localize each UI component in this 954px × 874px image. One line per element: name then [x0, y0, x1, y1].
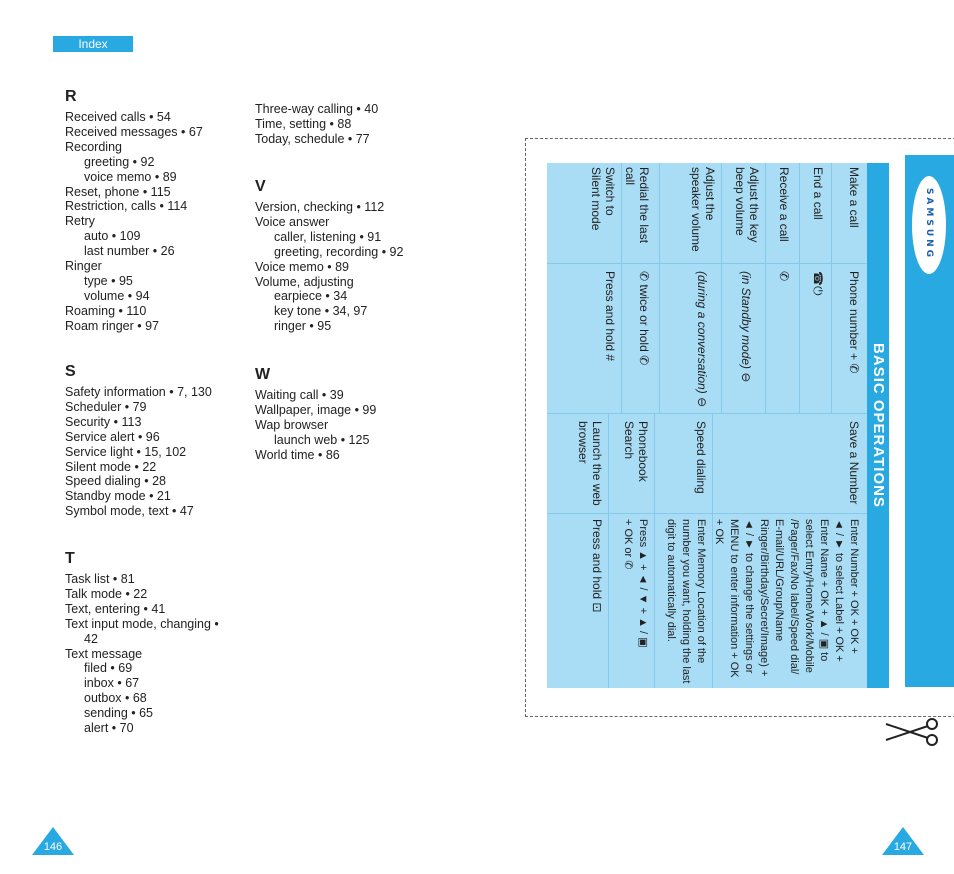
- row-action-text: Press and hold: [590, 519, 604, 600]
- index-subentry: 42: [84, 631, 98, 646]
- row-label-line: browser: [576, 421, 590, 464]
- row-label-line: Adjust the: [703, 167, 717, 221]
- index-column-1-t: [65, 550, 219, 736]
- index-entry: World time • 86: [255, 447, 340, 462]
- index-subentry: greeting • 92: [84, 154, 155, 169]
- row-label: End a call: [811, 167, 825, 220]
- index-section-s: [65, 363, 212, 519]
- index-entry: Wallpaper, image • 99: [255, 402, 377, 417]
- row-label-line: Adjust the key: [747, 167, 761, 243]
- index-subentry: auto • 109: [84, 229, 141, 244]
- index-entry: Received messages • 67: [65, 124, 203, 139]
- row-divider: [654, 413, 655, 688]
- index-subentry: last number • 26: [84, 244, 175, 259]
- row-action-text: Press and hold: [603, 271, 617, 352]
- row-action-text: twice or hold: [637, 284, 651, 352]
- index-entry: Reset, phone • 115: [65, 184, 171, 199]
- row-label-line: Silent mode: [589, 167, 603, 231]
- index-entry: Roaming • 110: [65, 303, 147, 318]
- index-section-w: [255, 366, 376, 463]
- index-entry: Scheduler • 79: [65, 399, 147, 414]
- index-entry: Security • 113: [65, 414, 142, 429]
- index-entry: Wap browser: [255, 417, 329, 432]
- row-action-text: (in Standby mode): [739, 271, 753, 370]
- index-subentry: earpiece • 34: [274, 289, 348, 304]
- row-speed-dialing: [656, 163, 712, 688]
- action-line: [620, 519, 635, 687]
- index-column-2-v: [255, 178, 403, 334]
- index-subentry: voice memo • 89: [84, 169, 177, 184]
- index-entry: Restriction, calls • 114: [65, 199, 188, 214]
- action-line: number you want, holding the last: [680, 519, 692, 684]
- action-line: Press ▲ + ◄ / ▼ + ▲ / ▣: [637, 519, 649, 648]
- index-entry: Three-way calling • 40: [255, 102, 379, 116]
- index-entry: Safety information • 7, 130: [65, 385, 212, 399]
- index-subentry: type • 95: [84, 273, 133, 288]
- row-launch-web: [558, 163, 608, 688]
- action-line: Enter Memory Location of the: [695, 519, 707, 664]
- index-section-v: [255, 178, 403, 334]
- index-subentry: alert • 70: [84, 721, 134, 736]
- index-entry: Text input mode, changing •: [65, 616, 219, 631]
- index-subentry: key tone • 34, 97: [274, 304, 368, 319]
- action-line: ◄ / ► to select Label + OK +: [833, 519, 845, 662]
- action-line: select Entry/Home/Work/Mobile: [803, 519, 815, 673]
- index-entry: Time, setting • 88: [255, 116, 352, 131]
- row-divider: [608, 413, 609, 688]
- send-key-icon: ✆: [637, 271, 651, 282]
- index-column-1-s: [65, 363, 212, 519]
- action-line: Ringer/Birthday/Secret/Image) +: [758, 519, 770, 677]
- action-text: + OK or: [622, 519, 634, 558]
- index-tab: Index: [53, 36, 133, 52]
- page-number-right: [882, 827, 924, 855]
- row-label: Redial the last call: [623, 167, 651, 244]
- index-subentry: launch web • 125: [274, 432, 370, 447]
- index-entry: Today, schedule • 77: [255, 131, 370, 146]
- index-entry: Version, checking • 112: [255, 200, 385, 214]
- row-label: Save a Number: [847, 421, 861, 505]
- index-subentry: greeting, recording • 92: [274, 244, 404, 259]
- index-subentry: filed • 69: [84, 661, 133, 676]
- action-line: MENU to enter information + OK + OK: [713, 519, 740, 678]
- row-label: [554, 421, 604, 511]
- index-entry: Roam ringer • 97: [65, 318, 160, 333]
- card-title: BASIC OPERATIONS: [867, 163, 889, 688]
- index-entry: Volume, adjusting: [255, 274, 354, 289]
- index-subentry: volume • 94: [84, 288, 150, 303]
- scissors-icon: [884, 716, 940, 748]
- index-entry: Text, entering • 41: [65, 601, 166, 616]
- index-entry: Service light • 15, 102: [65, 444, 187, 459]
- samsung-logo-text: SAMSUNG: [924, 187, 934, 261]
- section-letter: T: [65, 550, 75, 567]
- send-key-icon: ✆: [637, 355, 651, 366]
- index-subentry: outbox • 68: [84, 691, 147, 706]
- index-entry: Talk mode • 22: [65, 586, 148, 601]
- action-line: ◄ / ► to change the settings or: [743, 519, 755, 674]
- action-line: /Pager/Fax/No label/Speed dial/: [788, 519, 800, 675]
- page-number-text: 147: [893, 841, 913, 853]
- volume-key-icon: ⊖: [695, 397, 709, 408]
- row-action-text: (during a conversation): [695, 271, 709, 394]
- row-action: [606, 519, 650, 687]
- row-label-line: Search: [622, 421, 636, 460]
- index-entry: Received calls • 54: [65, 110, 171, 124]
- card-content-rotated: [547, 163, 889, 688]
- index-subentry: sending • 65: [84, 706, 154, 721]
- section-letter: R: [65, 88, 77, 105]
- index-subentry: caller, listening • 91: [274, 229, 382, 244]
- action-line: Enter Number + OK + OK +: [848, 519, 860, 654]
- page-number-text: 146: [43, 841, 63, 853]
- send-key-icon: ✆: [622, 560, 634, 570]
- row-label: Receive a call: [777, 167, 791, 242]
- index-column-1: [65, 88, 203, 334]
- row-label-line: speaker volume: [689, 167, 703, 252]
- row-label-line: Launch the web: [590, 421, 604, 506]
- section-letter: S: [65, 363, 76, 380]
- page-number-left: [32, 827, 74, 855]
- section-letter: W: [255, 366, 271, 383]
- index-entry: Symbol mode, text • 47: [65, 504, 194, 519]
- index-entry: Standby mode • 21: [65, 489, 171, 504]
- row-save-number: [715, 163, 865, 688]
- row-divider: [712, 413, 713, 688]
- hash-key-icon: #: [603, 354, 617, 362]
- index-entry: Recording: [65, 139, 122, 154]
- web-key-icon: ⊡: [590, 602, 604, 613]
- index-entry: Voice answer: [255, 214, 330, 229]
- volume-key-icon: ⊖: [739, 372, 753, 383]
- index-entry: Text message: [65, 646, 143, 661]
- index-entry: Waiting call • 39: [255, 388, 344, 402]
- end-key-icon: ☎⏻: [811, 271, 825, 296]
- row-action: [554, 519, 604, 687]
- row-action: [711, 519, 861, 687]
- index-section-t: [65, 550, 219, 736]
- index-entry: Task list • 81: [65, 572, 135, 586]
- row-label-line: beep volume: [733, 167, 747, 236]
- row-label: [606, 421, 650, 511]
- index-column-2-w: [255, 366, 376, 463]
- index-column-2: [255, 102, 378, 147]
- send-key-icon: ✆: [847, 363, 861, 374]
- index-entry: Service alert • 96: [65, 429, 160, 444]
- section-letter: V: [255, 178, 266, 195]
- row-action: [652, 519, 708, 687]
- action-line: E-mail/URL/Group/Name: [773, 519, 785, 642]
- row-phonebook-search: [610, 163, 654, 688]
- index-subentry: inbox • 67: [84, 676, 140, 691]
- row-action-text: Phone number +: [847, 271, 861, 361]
- action-line: Enter Name + OK + ▲ / ▣ to: [818, 519, 830, 662]
- index-entry: Retry: [65, 214, 95, 229]
- index-section-r: [65, 88, 203, 334]
- index-entry: Ringer: [65, 259, 102, 274]
- row-label-line: Phonebook: [636, 421, 650, 482]
- send-key-icon: ✆: [777, 271, 791, 282]
- card-content-host: [547, 163, 889, 688]
- index-entry: Silent mode • 22: [65, 459, 157, 474]
- index-entry: Speed dialing • 28: [65, 474, 166, 489]
- index-entry: Voice memo • 89: [255, 259, 350, 274]
- action-line: digit to automatically dial.: [665, 519, 677, 642]
- row-label: Make a call: [847, 167, 861, 228]
- row-label-line: Switch to: [603, 167, 617, 216]
- index-subentry: ringer • 95: [274, 319, 332, 334]
- row-label: Speed dialing: [694, 421, 708, 494]
